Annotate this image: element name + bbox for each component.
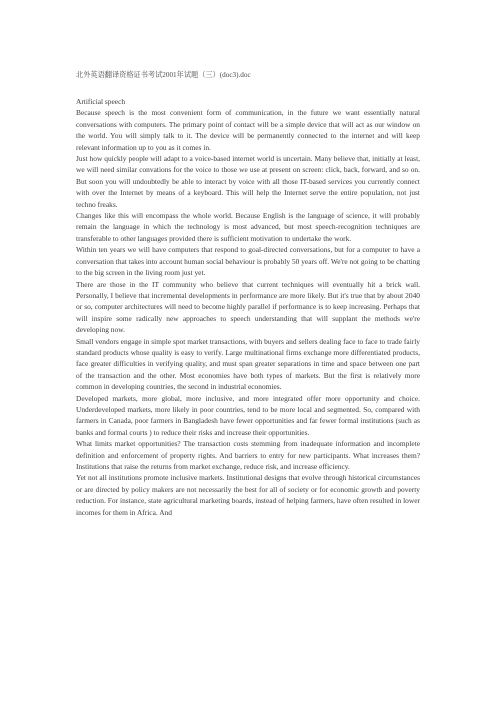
- paragraph: Developed markets, more global, more inclusive, and more integrated offer more opportunity and choice. Underdeveloped markets, more likely in poor countries, tend to be more local and segmented. So, compared with farmers in Canada, poor farmers in Bangladesh have fewer opportunities and far fewer formal institutions (such as banks and formal courts ) to reduce their risks and increase their opportunities.: [76, 393, 420, 437]
- document-page: [76, 70, 420, 518]
- paragraph: Changes like this will encompass the whole world. Because English is the language of science, it will probably remain the language in which the technology is most advanced, but most speech-recognition techniques are transferable to other languages provided there is sufficient motivation to undertake the work.: [76, 211, 420, 243]
- paragraph: There are those in the IT community who believe that current techniques will eventually hit a brick wall. Personally, I believe that incremental developments in performance are more likely. But it's true that by about 2040 or so, computer architectures will need to become highly parallel if performance is to keep increasing. Perhaps that will inspire some radically new approaches to speech understanding that will supplant the methods we're developing now.: [76, 279, 420, 335]
- section-title: Artificial speech: [76, 97, 126, 106]
- paragraph: What limits market opportunities? The transaction costs stemming from inadequate information and incomplete definition and enforcement of property rights. And barriers to entry for new participants. What increases them? Institutions that raise the returns from market exchange, reduce risk, and increase efficiency.: [76, 439, 420, 471]
- paragraph: Just how quickly people will adapt to a voice-based internet world is uncertain. Many believe that, initially at least, we will need similar convations for the voice to those we use at present on screen: click, back, forward, and so on. But soon you will undoubtedly be able to interact by voice with all those IT-based services you currently connect with over the Internet by means of a keyboard. This will help the Internet serve the entire population, not just techno freaks.: [76, 154, 420, 209]
- paragraph: Small vendors engage in simple spot market transactions, with buyers and sellers dealing face to face to trade fairly standard products whose quality is easy to verify. Large multinational firms exchange more differentiated products, face greater difficulties in verifying quality, and must span greater separations in time and space between one part of the transaction and the other. Most economies have both types of markets. But the first is relatively more common in developing countries, the second in industrial economies.: [76, 336, 420, 392]
- document-title: 北外英语翻译资格证书考试2001年试题（三）(doc3).doc: [76, 71, 251, 79]
- paragraph: Because speech is the most convenient form of communication, in the future we want essentially natural conversations with computers. The primary point of contact will be a simple device that will act as our window on the world. You will simply talk to it. The device will be permanently connected to the internet and will keep relevant information up to you as it comes in.: [76, 108, 420, 152]
- paragraph: Yet not all institutions promote inclusive markets. Institutional designs that evolve through historical circumstances or are directed by policy makers are not necessarily the best for all of society or for economic growth and poverty reduction. For instance, state agricultural marketing boards, instead of helping farmers, have often resulted in lower incomes for them in Africa. And: [76, 473, 420, 517]
- paragraph: Within ten years we will have computers that respond to goal-directed conversations, but for a computer to have a conversation that takes into account human social behaviour is probably 50 years off. We're not going to be chatting to the big screen in the living room just yet.: [76, 245, 420, 278]
